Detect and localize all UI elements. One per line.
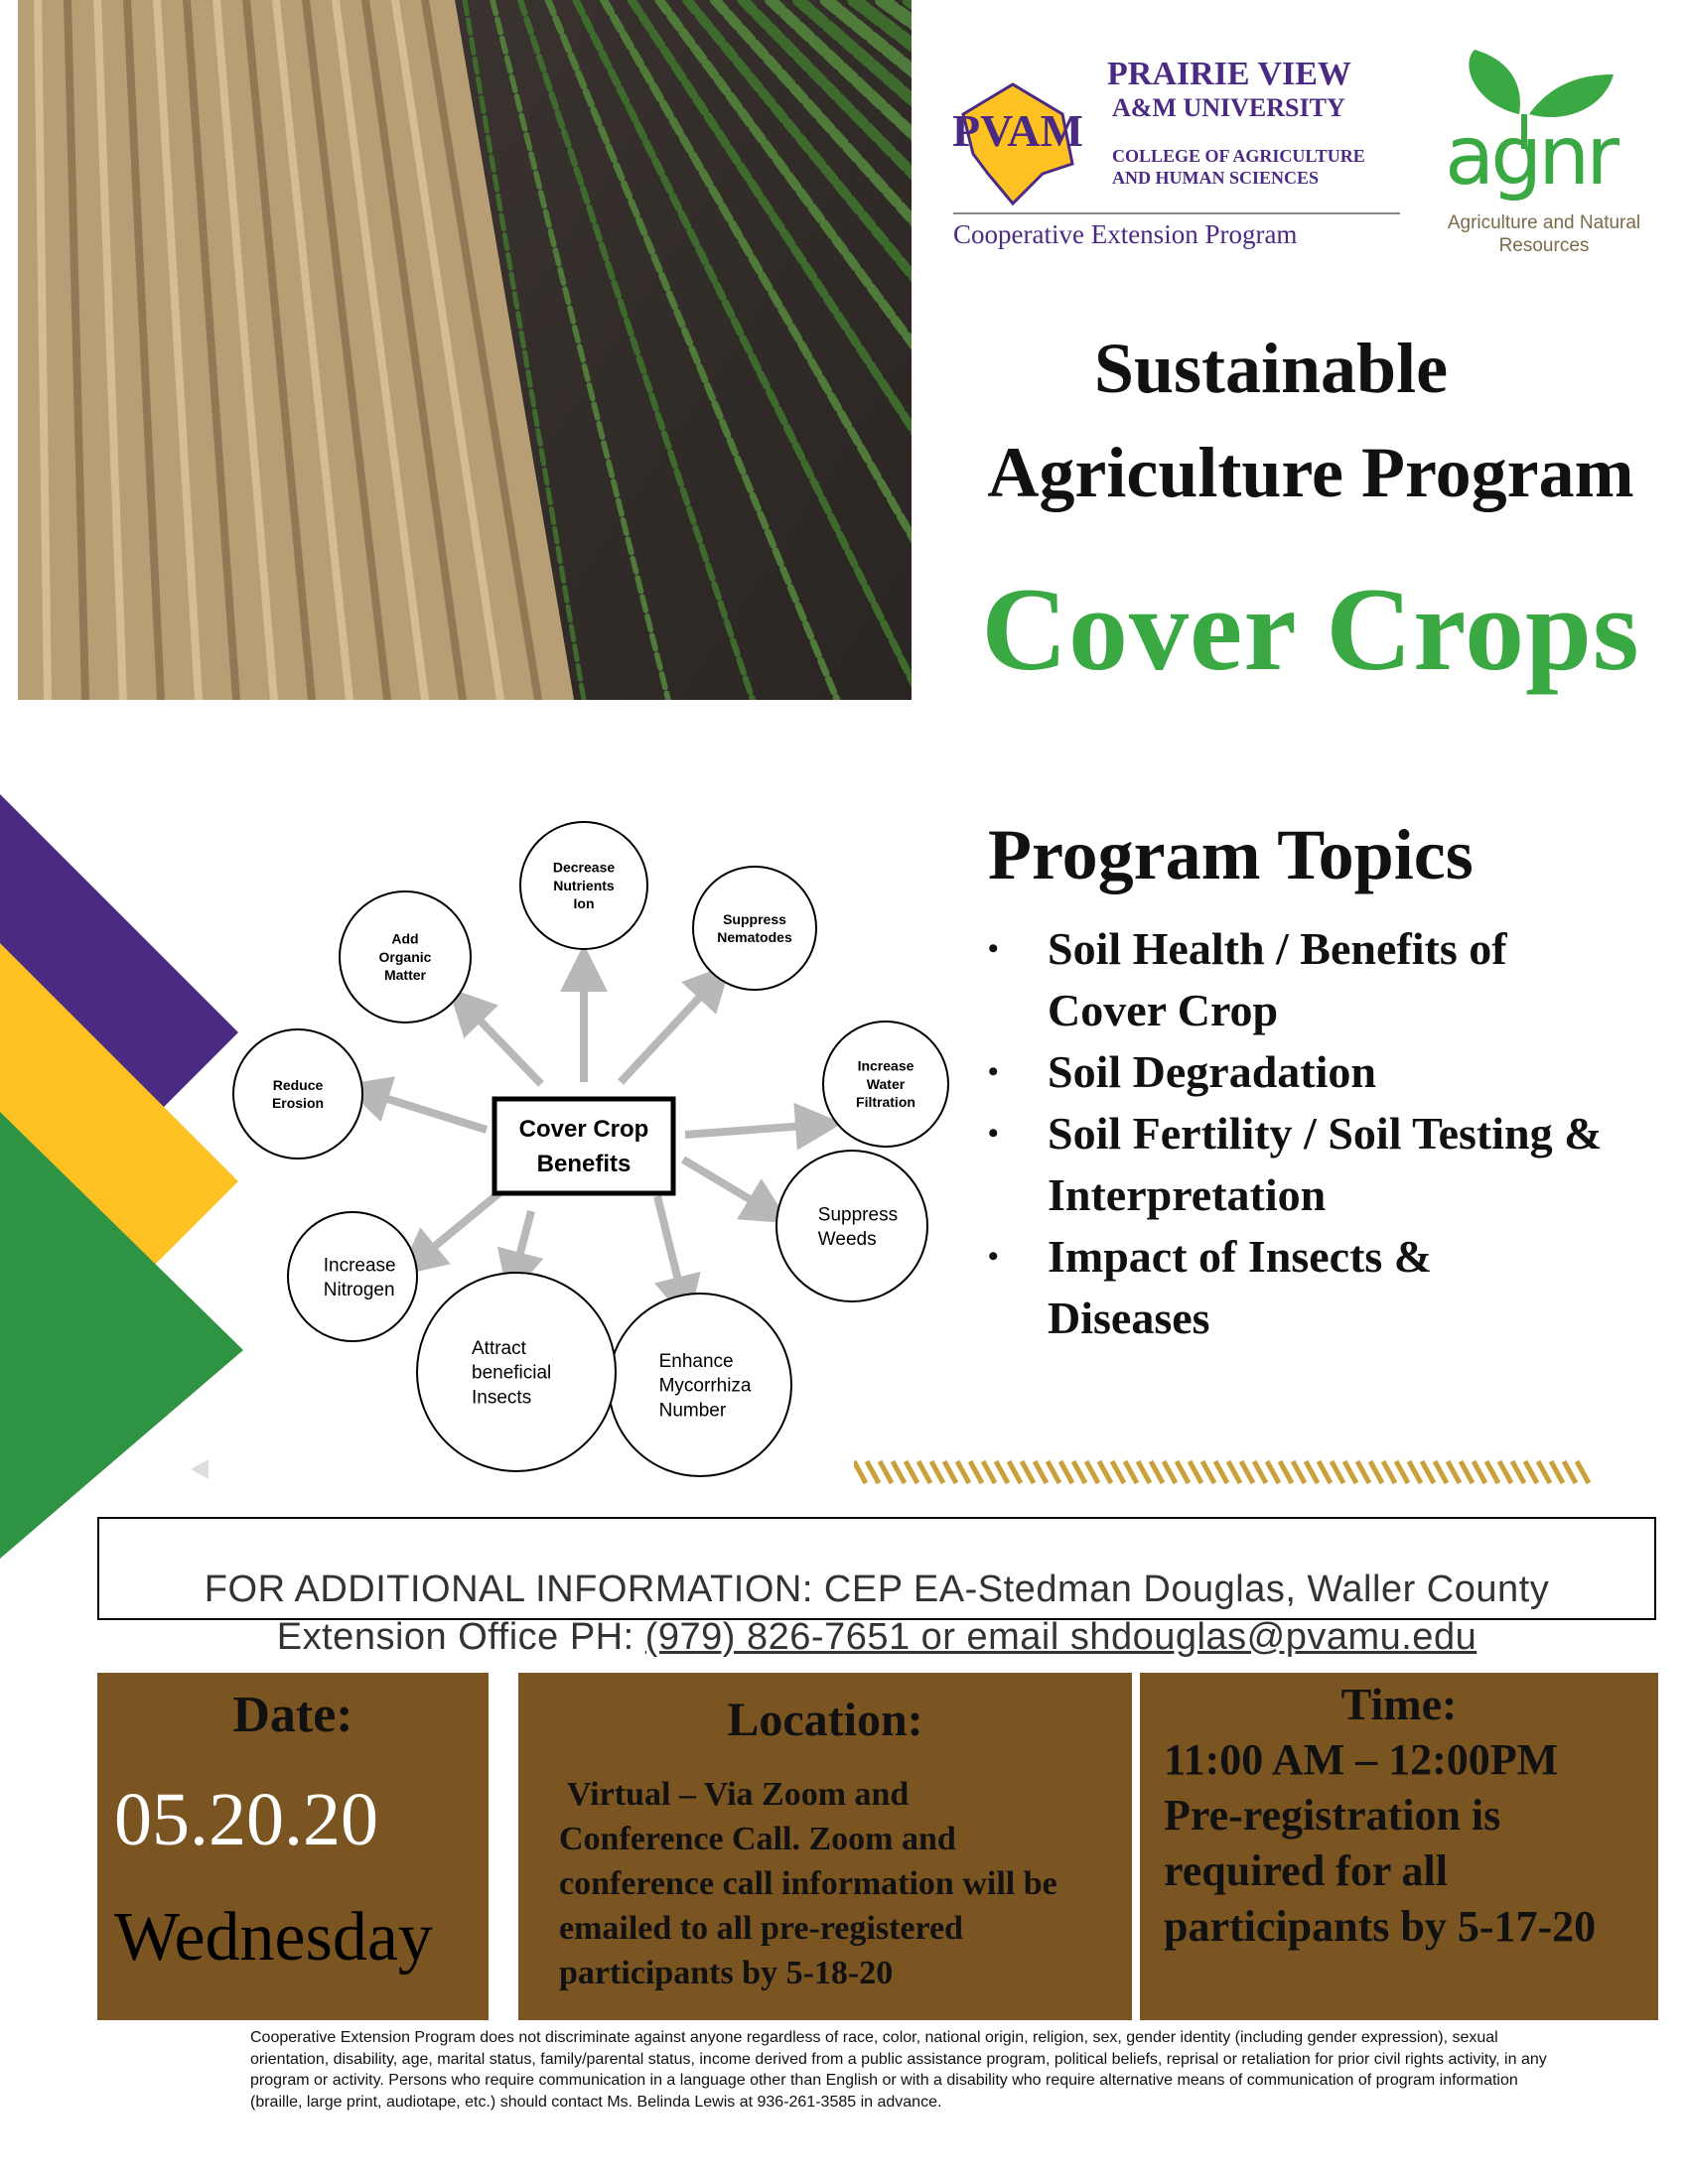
time-line: participants by 5-17-20: [1164, 1902, 1597, 1951]
benefit-label: Enhance: [658, 1350, 734, 1372]
cover-crop-benefits-diagram: [0, 794, 963, 1489]
stripe: [1577, 1461, 1589, 1483]
location-text: [559, 1772, 1135, 1995]
date-label: Date:: [232, 1687, 353, 1743]
stripe: [1099, 1461, 1111, 1483]
pvam-mark: PVAM: [953, 105, 1084, 156]
stripe: [970, 1461, 982, 1483]
topic-item: [983, 1103, 1678, 1226]
date-day: Wednesday: [114, 1899, 433, 1976]
stripe: [1538, 1461, 1550, 1483]
time-line: required for all: [1164, 1846, 1448, 1895]
topics-list: [983, 918, 1678, 1349]
benefit-label: Insects: [472, 1387, 532, 1409]
benefit-label: Decrease: [552, 859, 616, 876]
stripe: [1241, 1461, 1253, 1483]
benefit-label: Add: [391, 930, 419, 947]
stripe: [1319, 1461, 1331, 1483]
stripe: [1267, 1461, 1279, 1483]
location-label: Location:: [727, 1694, 923, 1746]
location-line: Conference Call. Zoom and: [559, 1821, 956, 1857]
stripe: [854, 1461, 866, 1483]
location-line: conference call information will be: [559, 1865, 1057, 1902]
stripe: [1177, 1461, 1189, 1483]
stripe: [1060, 1461, 1072, 1483]
stripe: [1486, 1461, 1498, 1483]
benefit-label: Matter: [383, 967, 427, 984]
benefit-label: Mycorrhiza: [658, 1375, 752, 1397]
benefit-node: [288, 1212, 417, 1341]
info-line2: [97, 1616, 1656, 1659]
stripe: [1202, 1461, 1214, 1483]
title-line2: Agriculture Program: [987, 433, 1634, 512]
stripe: [1525, 1461, 1537, 1483]
stripe: [1022, 1461, 1034, 1483]
benefits-diagram-svg: [0, 794, 963, 1489]
stripe: [1370, 1461, 1382, 1483]
pvamu-emblem-icon: [953, 55, 1410, 253]
agnr-mark: agnr: [1445, 109, 1616, 204]
benefit-label: Number: [658, 1400, 727, 1422]
stripe: [1048, 1461, 1059, 1483]
field-photo: [18, 0, 912, 700]
stripe: [1215, 1461, 1227, 1483]
benefit-label: Weeds: [817, 1229, 877, 1250]
benefit-node: [776, 1151, 927, 1301]
stripe: [1112, 1461, 1124, 1483]
benefit-label: Filtration: [856, 1094, 915, 1111]
center-line1: Cover Crop: [518, 1116, 649, 1143]
topic-text: Diseases: [1048, 1293, 1210, 1343]
benefit-label: Increase: [323, 1255, 396, 1277]
topic-item: [983, 918, 1678, 1041]
benefit-label: Nematodes: [717, 929, 792, 945]
benefit-label: Nitrogen: [323, 1280, 395, 1300]
stripe: [1009, 1461, 1021, 1483]
diagram-arrow: [685, 1125, 819, 1135]
topic-text: Soil Fertility / Soil Testing &: [1048, 1108, 1603, 1159]
center-line2: Benefits: [536, 1151, 632, 1177]
contact-link[interactable]: (979) 826-7651 or email shdouglas@pvamu.edu: [644, 1616, 1477, 1658]
location-line: participants by 5-18-20: [559, 1955, 894, 1991]
stripe: [1564, 1461, 1576, 1483]
benefit-label: Attract: [472, 1337, 526, 1359]
stripe: [1332, 1461, 1343, 1483]
stripe: [1357, 1461, 1369, 1483]
benefit-label: Reduce: [272, 1076, 324, 1093]
stripe: [983, 1461, 995, 1483]
bullet: •: [988, 1055, 999, 1088]
time-text: [1164, 1732, 1650, 1955]
info-line1: FOR ADDITIONAL INFORMATION: CEP EA-Stedman Douglas, Waller County: [204, 1569, 1550, 1610]
stripe: [1461, 1461, 1473, 1483]
stripe: [1190, 1461, 1201, 1483]
stripe: [1409, 1461, 1421, 1483]
stripe: [893, 1461, 905, 1483]
stripe: [1035, 1461, 1047, 1483]
disclaimer-text: Cooperative Extension Program does not discriminate against anyone regardless of race, color, national origin, religion, sex, gender identity (including gender expression), sexual orientation, disability, age, marital status, family/parental status, income derived from a public assistance program, political beliefs, reprisal or retaliation for prior civil rights activity, in any program or activity. Persons who require communication in a language other than English or with a disability who require alternative means of communication of program information (braille, large print, audiotape, etc.) should contact Ms. Belinda Lewis at 936-261-3585 in advance.: [250, 2029, 1547, 2111]
stripe: [1151, 1461, 1163, 1483]
stripe: [1499, 1461, 1511, 1483]
diagram-arrow: [417, 1191, 501, 1261]
stripe: [1512, 1461, 1524, 1483]
topic-text: Soil Degradation: [1048, 1046, 1376, 1097]
topic-text: Soil Health / Benefits of: [1048, 923, 1507, 974]
stripe: [1073, 1461, 1085, 1483]
bullet: •: [988, 1117, 999, 1150]
time-line: 11:00 AM – 12:00PM: [1164, 1735, 1559, 1784]
bullet: •: [988, 932, 999, 965]
stripe: [1164, 1461, 1176, 1483]
diagram-arrow: [365, 1092, 487, 1130]
stripe: [867, 1461, 879, 1483]
stripe: [1138, 1461, 1150, 1483]
stripe: [1293, 1461, 1305, 1483]
benefit-label: beneficial: [472, 1362, 552, 1384]
diagram-arrow: [465, 1005, 541, 1084]
title-cover-crops: Cover Crops: [981, 563, 1640, 695]
stripe: [996, 1461, 1008, 1483]
benefit-label: Water: [866, 1075, 906, 1092]
title-line1: Sustainable: [1093, 329, 1449, 408]
location-line: emailed to all pre-registered: [559, 1910, 963, 1947]
agnr-leaf-icon: [1415, 45, 1673, 258]
stripe: [1383, 1461, 1395, 1483]
stripe: [1344, 1461, 1356, 1483]
diagram-arrow: [514, 1211, 531, 1276]
stripe: [1228, 1461, 1240, 1483]
stripe: [906, 1461, 917, 1483]
decorative-stripes: [854, 1455, 1599, 1489]
benefit-label: Erosion: [271, 1095, 325, 1111]
university-line1: PRAIRIE VIEW: [1107, 56, 1351, 92]
program-name: Cooperative Extension Program: [953, 219, 1298, 249]
agnr-line2: Resources: [1498, 235, 1590, 256]
agnr-logo: [1415, 45, 1673, 258]
stripe: [1125, 1461, 1137, 1483]
benefit-label: Suppress: [817, 1204, 899, 1226]
stripe: [1086, 1461, 1098, 1483]
topic-item: [983, 1226, 1678, 1349]
benefit-label: Organic: [378, 948, 432, 965]
stripe: [918, 1461, 930, 1483]
topic-item: [983, 1041, 1678, 1103]
benefit-label: Nutrients: [553, 877, 615, 893]
field-photo-image: [18, 0, 912, 700]
stripe: [957, 1461, 969, 1483]
agnr-line1: Agriculture and Natural: [1447, 212, 1641, 233]
topic-text: Interpretation: [1048, 1169, 1327, 1220]
topic-text: Cover Crop: [1048, 985, 1279, 1035]
college-line2: AND HUMAN SCIENCES: [1112, 168, 1320, 188]
diagram-arrow: [621, 981, 715, 1082]
topics-heading: Program Topics: [988, 815, 1474, 894]
stripe: [944, 1461, 956, 1483]
time-line: Pre-registration is: [1164, 1791, 1501, 1840]
stripe: [880, 1461, 892, 1483]
stripe: [1254, 1461, 1266, 1483]
stripe: [931, 1461, 943, 1483]
info-phone-prefix: Extension Office PH:: [276, 1616, 645, 1658]
stripe: [1396, 1461, 1408, 1483]
center-box: [494, 1099, 673, 1193]
time-label: Time:: [1340, 1679, 1458, 1729]
benefit-label: Ion: [573, 895, 595, 912]
date-value: 05.20.20: [114, 1778, 378, 1861]
topic-text: Impact of Insects &: [1048, 1231, 1433, 1282]
diagram-arrow: [683, 1160, 770, 1211]
stripe: [1280, 1461, 1292, 1483]
college-line1: COLLEGE OF AGRICULTURE: [1112, 146, 1365, 166]
university-line2: A&M UNIVERSITY: [1112, 93, 1345, 122]
stripe: [1435, 1461, 1447, 1483]
stripe: [1551, 1461, 1563, 1483]
benefit-node: [233, 1029, 362, 1159]
bullet: •: [988, 1240, 999, 1273]
benefit-node: [693, 867, 816, 990]
benefit-label: Suppress: [723, 910, 786, 927]
pvamu-logo: [953, 55, 1410, 253]
diagram-arrow: [657, 1196, 683, 1300]
location-line: Virtual – Via Zoom and: [559, 1776, 910, 1813]
stripe: [1474, 1461, 1485, 1483]
stripe: [1448, 1461, 1460, 1483]
stripe: [1306, 1461, 1318, 1483]
benefit-label: Increase: [857, 1057, 914, 1074]
stripe: [1422, 1461, 1434, 1483]
